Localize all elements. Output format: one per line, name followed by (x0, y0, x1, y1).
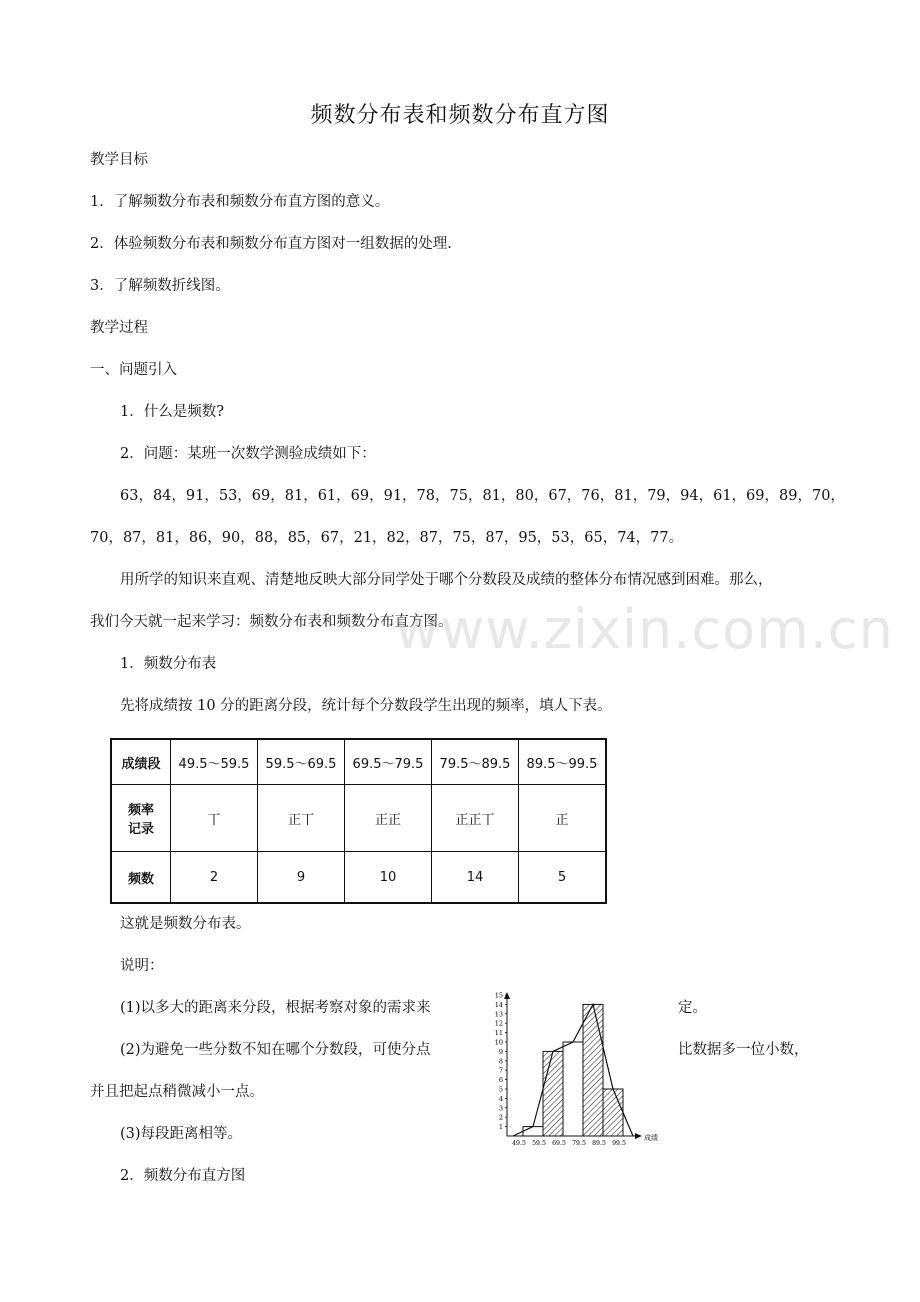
y-tick-label: 11 (494, 1029, 503, 1038)
paragraph: 用所学的知识来直观、清楚地反映大部分同学处于哪个分数段及成绩的整体分布情况感到困难。那么， (120, 572, 773, 588)
note-item: (1)以多大的距离来分段，根据考察对象的需求来 (120, 1000, 431, 1016)
note-item-tail: 比数据多一位小数， (678, 1042, 809, 1058)
histogram-bar (563, 1042, 583, 1136)
count-cell: 5 (519, 852, 607, 904)
tally-cell: 正 (519, 785, 607, 852)
subsection-heading: 一、问题引入 (90, 362, 177, 378)
table-header-cell: 69.5～79.5 (345, 739, 432, 785)
y-tick-label: 8 (498, 1057, 503, 1066)
x-tick-label: 99.5 (612, 1140, 626, 1147)
tally-cell: 正正丅 (432, 785, 519, 852)
y-tick-label: 2 (498, 1113, 503, 1122)
y-tick-label: 5 (498, 1085, 503, 1094)
paragraph: 说明： (120, 958, 164, 974)
count-cell: 2 (171, 852, 258, 904)
note-item: 并且把起点稍微减小一点。 (90, 1084, 264, 1100)
histogram-bar (603, 1089, 623, 1136)
paragraph: 先将成绩按 10 分的距离分段，统计每个分数段学生出现的频率，填人下表。 (120, 698, 612, 714)
histogram-bar (543, 1051, 563, 1136)
note-item: (2)为避免一些分数不知在哪个分数段，可使分点 (120, 1042, 431, 1058)
table-header-cell: 79.5～89.5 (432, 739, 519, 785)
tally-cell: 正丅 (258, 785, 345, 852)
count-cell: 9 (258, 852, 345, 904)
question-item: 1．什么是频数? (120, 404, 224, 420)
table-header-cell: 成绩段 (111, 739, 171, 785)
table-header-cell: 89.5～99.5 (519, 739, 607, 785)
y-tick-label: 15 (494, 991, 503, 1000)
y-tick-label: 6 (498, 1076, 503, 1085)
subsection-heading: 1．频数分布表 (120, 656, 217, 672)
y-tick-label: 7 (498, 1066, 503, 1075)
x-axis-arrow (635, 1133, 642, 1139)
x-tick-label: 59.5 (532, 1140, 546, 1147)
row-label-line: 频率 (127, 803, 154, 818)
histogram-bar (523, 1127, 543, 1136)
goal-item: 2．体验频数分布表和频数分布直方图对一组数据的处理. (90, 236, 452, 252)
histogram-bar (583, 1004, 603, 1136)
count-cell: 14 (432, 852, 519, 904)
y-tick-label: 9 (498, 1047, 503, 1056)
x-axis-label: 成绩 (644, 1134, 658, 1142)
y-tick-label: 4 (498, 1094, 503, 1103)
score-data-line: 63，84，91，53，69，81，61，69，91，78，75，81，80，67，76，81，79，94，61，69，89，70， (120, 488, 845, 504)
y-tick-label: 3 (498, 1104, 503, 1113)
tally-cell: 正正 (345, 785, 432, 852)
y-tick-label: 14 (494, 1000, 503, 1009)
row-label-line: 记录 (127, 822, 154, 837)
table-header-cell: 59.5～69.5 (258, 739, 345, 785)
page-title: 频数分布表和频数分布直方图 (310, 103, 610, 128)
frequency-table (110, 738, 607, 904)
y-axis-arrow (504, 992, 510, 999)
table-row (111, 852, 606, 904)
tally-cell: 丅 (171, 785, 258, 852)
table-header-cell: 49.5～59.5 (171, 739, 258, 785)
table-row-label (111, 785, 171, 852)
histogram-chart (485, 990, 665, 1150)
x-tick-label: 49.5 (512, 1140, 526, 1147)
question-item: 2．问题：某班一次数学测验成绩如下： (120, 446, 376, 462)
y-tick-label: 13 (494, 1010, 503, 1019)
x-tick-label: 79.5 (572, 1140, 586, 1147)
note-item-tail: 定。 (678, 1000, 707, 1016)
count-cell: 10 (345, 852, 432, 904)
x-tick-label: 69.5 (552, 1140, 566, 1147)
goal-item: 1．了解频数分布表和频数分布直方图的意义。 (90, 194, 390, 210)
score-data-line: 70，87，81，86，90，88，85，67，21，82，87，75，87，95，53，65，74，77。 (90, 530, 684, 546)
paragraph: 这就是频数分布表。 (120, 916, 251, 932)
y-tick-label: 10 (494, 1038, 503, 1047)
watermark: www.zixin.com.cn (395, 598, 894, 661)
table-row (111, 785, 606, 852)
subsection-heading: 2．频数分布直方图 (120, 1168, 246, 1184)
table-row (111, 739, 606, 785)
table-row-label: 频数 (111, 852, 171, 904)
y-tick-label: 1 (498, 1123, 503, 1132)
goal-item: 3．了解频数折线图。 (90, 278, 230, 294)
section-heading: 教学目标 (90, 152, 148, 168)
note-item: (3)每段距离相等。 (120, 1126, 243, 1142)
section-heading: 教学过程 (90, 320, 148, 336)
paragraph: 我们今天就一起来学习：频数分布表和频数分布直方图。 (90, 614, 453, 630)
x-tick-label: 89.5 (592, 1140, 606, 1147)
y-tick-label: 12 (494, 1019, 503, 1028)
